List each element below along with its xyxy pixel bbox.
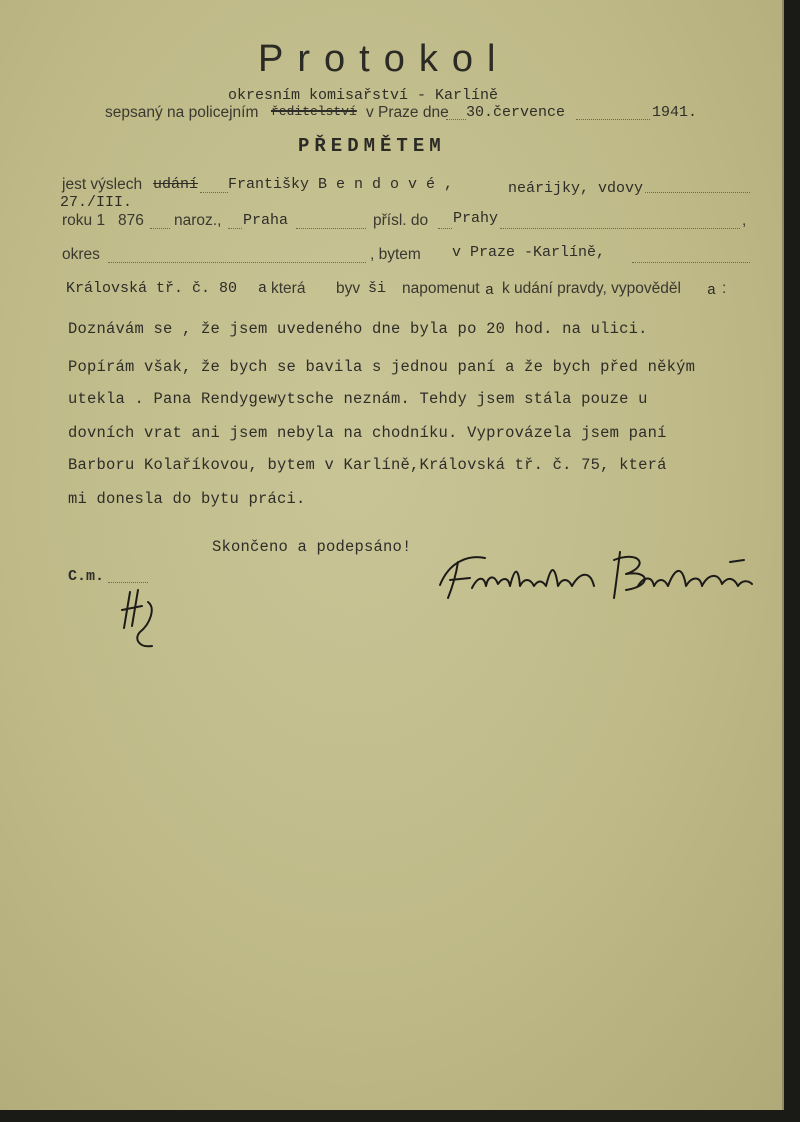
birthplace: Praha xyxy=(243,212,289,229)
naroz-label: naroz., xyxy=(174,212,222,229)
statement-line: Doznávám se , že jsem uvedeného dne byla po 20 hod. na ulici. xyxy=(68,320,648,338)
residence: v Praze -Karlíně, xyxy=(452,244,606,261)
person-name: Františky B e n d o v é , xyxy=(228,176,454,193)
sepsany-label: sepsaný na policejním xyxy=(105,104,259,121)
dotted-leader xyxy=(438,228,452,229)
vyslech-label: jest výslech xyxy=(62,176,143,193)
birth-date: 27./III. xyxy=(60,194,133,211)
statement-line: dovních vrat ani jsem nebyla na chodníku. Vyprovázela jsem paní xyxy=(68,424,667,442)
suffix-a2: a xyxy=(485,282,495,299)
statement-line: Barboru Kolaříkovou, bytem v Karlíně,Královská tř. č. 75, která xyxy=(68,456,667,474)
v-praze-label: v Praze dne xyxy=(366,104,449,121)
cm-label: C.m. xyxy=(68,568,105,585)
subject-heading: PŘEDMĚTEM xyxy=(298,135,446,157)
street-address: Královská tř. č. 80 xyxy=(66,280,238,297)
signature-graphic xyxy=(430,540,770,610)
dotted-leader xyxy=(150,228,170,229)
row4-colon: : xyxy=(722,280,727,297)
suffix-a3: a xyxy=(707,282,717,299)
dotted-leader xyxy=(645,192,750,193)
year-typed: 1941. xyxy=(652,104,698,121)
bytem-label: , bytem xyxy=(370,246,421,263)
dotted-leader xyxy=(108,582,148,583)
dotted-leader xyxy=(296,228,366,229)
domicile: Prahy xyxy=(453,210,499,227)
dotted-leader xyxy=(576,119,650,120)
date-typed: 30.července xyxy=(466,104,566,121)
roku-label: roku 1 xyxy=(62,212,106,229)
initials-graphic xyxy=(116,588,166,658)
suffix-si: ši xyxy=(368,280,387,297)
ktera-label: která xyxy=(271,280,306,297)
statement-line: Popírám však, že bych se bavila s jednou paní a že bych před někým xyxy=(68,358,696,376)
office-line: okresním komisařství - Karlíně xyxy=(228,87,499,104)
dotted-leader xyxy=(108,262,366,263)
struck-word: ředitelství xyxy=(271,104,357,119)
udani-label: k udání pravdy, vypověděl xyxy=(502,280,681,297)
napomenut-label: napomenut xyxy=(402,280,480,297)
row2-comma: , xyxy=(742,212,747,229)
person-status: neárijky, vdovy xyxy=(508,180,644,197)
dotted-leader xyxy=(500,228,740,229)
byv-label: byv xyxy=(336,280,361,297)
birth-year: 876 xyxy=(118,212,144,229)
closing-line: Skončeno a podepsáno! xyxy=(212,538,412,556)
dotted-leader xyxy=(228,228,242,229)
dotted-leader xyxy=(200,192,228,193)
dotted-leader xyxy=(446,119,466,120)
suffix-a: a xyxy=(258,280,268,297)
statement-line: mi donesla do bytu práci. xyxy=(68,490,306,508)
page-title: Protokol xyxy=(258,38,510,80)
statement-line: utekla . Pana Rendygewytsche neznám. Tehdy jsem stála pouze u xyxy=(68,390,648,408)
struck-udani: udání xyxy=(153,176,199,193)
okres-label: okres xyxy=(62,246,100,263)
dotted-leader xyxy=(632,262,750,263)
prisl-label: přísl. do xyxy=(373,212,429,229)
